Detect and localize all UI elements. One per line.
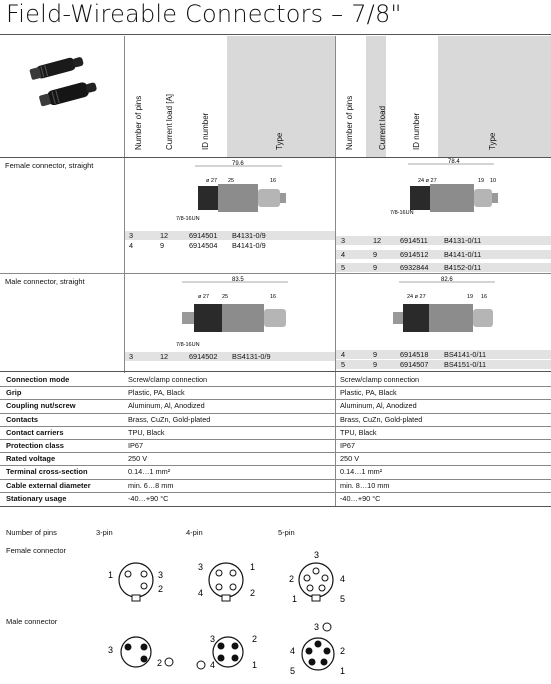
ground-icon <box>165 658 173 666</box>
ground-icon <box>323 623 331 631</box>
male-left-id-0: 6914502 <box>189 352 218 361</box>
svg-text:4: 4 <box>198 588 204 598</box>
male-3pin-diagram <box>100 628 180 678</box>
spec-row-rule <box>0 426 551 427</box>
female-5pin-diagram <box>280 548 360 610</box>
spec-label: Connection mode <box>6 375 70 384</box>
svg-text:3: 3 <box>108 645 114 655</box>
svg-text:7/8-16UN: 7/8-16UN <box>176 216 200 222</box>
spec-label: Coupling nut/screw <box>6 401 76 411</box>
page-title: Field-Wireable Connectors – 7/8" <box>6 0 402 28</box>
female-left-id-0: 6914501 <box>189 231 218 240</box>
female-left-pins-0: 3 <box>129 231 134 240</box>
female-left-pins-1: 4 <box>129 241 134 250</box>
female-left-type-1: B4141-0/9 <box>232 241 266 250</box>
svg-text:1: 1 <box>252 660 258 670</box>
svg-text:24 ø 27: 24 ø 27 <box>418 178 437 184</box>
male-right-id-0: 6914518 <box>400 350 429 359</box>
svg-text:2: 2 <box>158 584 164 594</box>
spec-value-right: Aluminum, Al, Anodized <box>340 401 417 411</box>
svg-text:ø 27: ø 27 <box>206 178 218 184</box>
svg-text:2: 2 <box>340 646 346 656</box>
svg-text:4: 4 <box>340 574 346 584</box>
section-rule <box>0 371 551 372</box>
spec-value-right: IP67 <box>340 441 356 450</box>
female-right-current-2: 9 <box>373 263 378 272</box>
svg-text:25: 25 <box>222 294 229 300</box>
title-rule <box>0 34 551 35</box>
svg-text:1: 1 <box>250 562 256 572</box>
pinout-female-label: Female connector <box>6 546 67 555</box>
svg-text:4: 4 <box>290 646 296 656</box>
col-header-type-left: Type <box>275 132 284 150</box>
spec-value-right: TPU, Black <box>340 427 377 437</box>
female-left-id-1: 6914504 <box>189 241 218 250</box>
svg-text:16: 16 <box>270 178 277 184</box>
male-right-type-0: BS4141-0/11 <box>444 350 487 359</box>
male-right-current-1: 9 <box>373 360 378 369</box>
pinout-header: Number of pins <box>6 528 57 537</box>
male-left-pins-0: 3 <box>129 352 134 361</box>
svg-text:16: 16 <box>481 294 488 300</box>
spec-row-rule <box>0 439 551 440</box>
svg-text:1: 1 <box>340 666 346 676</box>
col-header-pins-left: Number of pins <box>134 95 143 150</box>
female-right-current-1: 9 <box>373 250 378 259</box>
male-section-label: Male connector, straight <box>5 277 85 286</box>
svg-text:5: 5 <box>340 594 346 604</box>
spec-label: Stationary usage <box>6 493 67 503</box>
spec-row-rule <box>0 492 551 493</box>
spec-value-left: Screw/clamp connection <box>128 375 208 384</box>
female-right-id-1: 6914512 <box>400 250 429 259</box>
spec-label: Protection class <box>6 441 64 450</box>
spec-row-rule <box>0 399 551 400</box>
female-right-pins-0: 3 <box>341 236 346 245</box>
col-header-id-right: ID number <box>412 112 421 150</box>
spec-label: Rated voltage <box>6 454 56 464</box>
male-drawing-left <box>172 276 302 348</box>
svg-text:7/8-16UN: 7/8-16UN <box>176 342 200 348</box>
spec-value-right: 0.14…1 mm² <box>340 467 383 477</box>
spec-label: Contact carriers <box>6 427 64 437</box>
col-header-type-right: Type <box>488 132 497 150</box>
pinout-5pin-label: 5-pin <box>278 528 295 537</box>
svg-text:83.5: 83.5 <box>232 277 244 283</box>
spec-row-rule <box>0 413 551 414</box>
male-right-id-1: 6914507 <box>400 360 429 369</box>
spec-row-rule <box>0 465 551 466</box>
male-right-current-0: 9 <box>373 350 378 359</box>
spec-value-right: -40…+90 °C <box>340 493 381 503</box>
pinout-3pin-label: 3-pin <box>96 528 113 537</box>
svg-text:2: 2 <box>252 634 258 644</box>
svg-text:82.6: 82.6 <box>441 277 453 283</box>
spec-row-rule <box>0 386 551 387</box>
female-left-current-1: 9 <box>160 241 165 250</box>
female-4pin-diagram <box>190 552 270 608</box>
svg-text:3: 3 <box>210 634 216 644</box>
spec-label: Grip <box>6 388 22 398</box>
svg-text:5: 5 <box>290 666 296 676</box>
spec-value-left: Plastic, PA, Black <box>128 388 185 398</box>
svg-text:1: 1 <box>292 594 298 604</box>
female-3pin-diagram <box>100 552 180 608</box>
row-shade <box>125 352 335 361</box>
spec-value-right: min. 8…10 mm <box>340 480 390 490</box>
female-right-current-0: 12 <box>373 236 382 245</box>
col-header-pins-right: Number of pins <box>345 95 354 150</box>
female-right-id-0: 6914511 <box>400 236 428 245</box>
ground-icon <box>197 661 205 669</box>
spec-label: Terminal cross-section <box>6 467 88 477</box>
female-right-pins-2: 5 <box>341 263 346 272</box>
svg-text:3: 3 <box>158 570 164 580</box>
svg-text:2: 2 <box>157 658 163 668</box>
col-header-id-left: ID number <box>201 112 210 150</box>
female-right-type-1: B4141-0/11 <box>444 250 482 259</box>
spec-value-left: min. 6…8 mm <box>128 480 174 490</box>
spec-value-left: Aluminum, Al, Anodized <box>128 401 205 411</box>
svg-text:19: 19 <box>478 178 485 184</box>
spec-row-rule <box>0 479 551 480</box>
spec-value-left: -40…+90 °C <box>128 493 169 503</box>
row-shade <box>125 231 335 240</box>
svg-text:4: 4 <box>210 660 216 670</box>
spec-label: Contacts <box>6 414 39 424</box>
female-drawing-left <box>170 160 300 230</box>
spec-bottom-rule <box>0 506 551 507</box>
male-right-type-1: BS4151-0/11 <box>444 360 487 369</box>
svg-text:10: 10 <box>490 178 497 184</box>
male-left-type-0: BS4131-0/9 <box>232 352 271 361</box>
svg-text:1: 1 <box>108 570 114 580</box>
col-header-current-right: Current load <box>378 105 387 150</box>
spec-value-left: Brass, CuZn, Gold-plated <box>128 414 211 424</box>
svg-text:2: 2 <box>289 574 295 584</box>
male-right-pins-1: 5 <box>341 360 346 369</box>
female-left-current-0: 12 <box>160 231 169 240</box>
svg-text:3: 3 <box>314 550 320 560</box>
svg-text:78.4: 78.4 <box>448 159 460 165</box>
svg-text:7/8-16UN: 7/8-16UN <box>390 210 414 216</box>
male-drawing-right <box>385 276 515 348</box>
spec-value-left: 250 V <box>128 454 148 464</box>
male-right-pins-0: 4 <box>341 350 346 359</box>
svg-text:2: 2 <box>250 588 256 598</box>
pinout-male-label: Male connector <box>6 617 58 626</box>
section-rule <box>0 273 551 274</box>
svg-text:ø 27: ø 27 <box>198 294 210 300</box>
spec-value-left: 0.14…1 mm² <box>128 467 171 477</box>
female-section-label: Female connector, straight <box>5 161 94 170</box>
female-right-pins-1: 4 <box>341 250 346 259</box>
spec-label: Cable external diameter <box>6 480 91 490</box>
svg-text:19: 19 <box>467 294 474 300</box>
spec-value-right: Brass, CuZn, Gold-plated <box>340 414 423 424</box>
svg-text:79.6: 79.6 <box>232 161 244 167</box>
female-right-type-2: B4152-0/11 <box>444 263 482 272</box>
male-left-current-0: 12 <box>160 352 169 361</box>
male-4pin-diagram <box>192 628 272 678</box>
col-header-current-left: Current load [A] <box>165 93 174 150</box>
female-left-type-0: B4131-0/9 <box>232 231 266 240</box>
connector-product-image <box>22 48 102 118</box>
pinout-4pin-label: 4-pin <box>186 528 203 537</box>
svg-text:16: 16 <box>270 294 277 300</box>
spec-value-left: TPU, Black <box>128 427 165 437</box>
spec-value-right: 250 V <box>340 454 360 464</box>
svg-text:25: 25 <box>228 178 235 184</box>
svg-text:24 ø 27: 24 ø 27 <box>407 294 426 300</box>
spec-row-rule <box>0 452 551 453</box>
svg-text:3: 3 <box>314 622 320 632</box>
col-divider <box>124 36 125 373</box>
spec-value-right: Plastic, PA, Black <box>340 388 397 398</box>
spec-value-left: IP67 <box>128 441 144 450</box>
female-right-id-2: 6932844 <box>400 263 429 272</box>
svg-text:3: 3 <box>198 562 204 572</box>
male-5pin-diagram <box>282 618 362 680</box>
female-drawing-right <box>390 158 520 234</box>
female-right-type-0: B4131-0/11 <box>444 236 482 245</box>
spec-value-right: Screw/clamp connection <box>340 375 420 384</box>
